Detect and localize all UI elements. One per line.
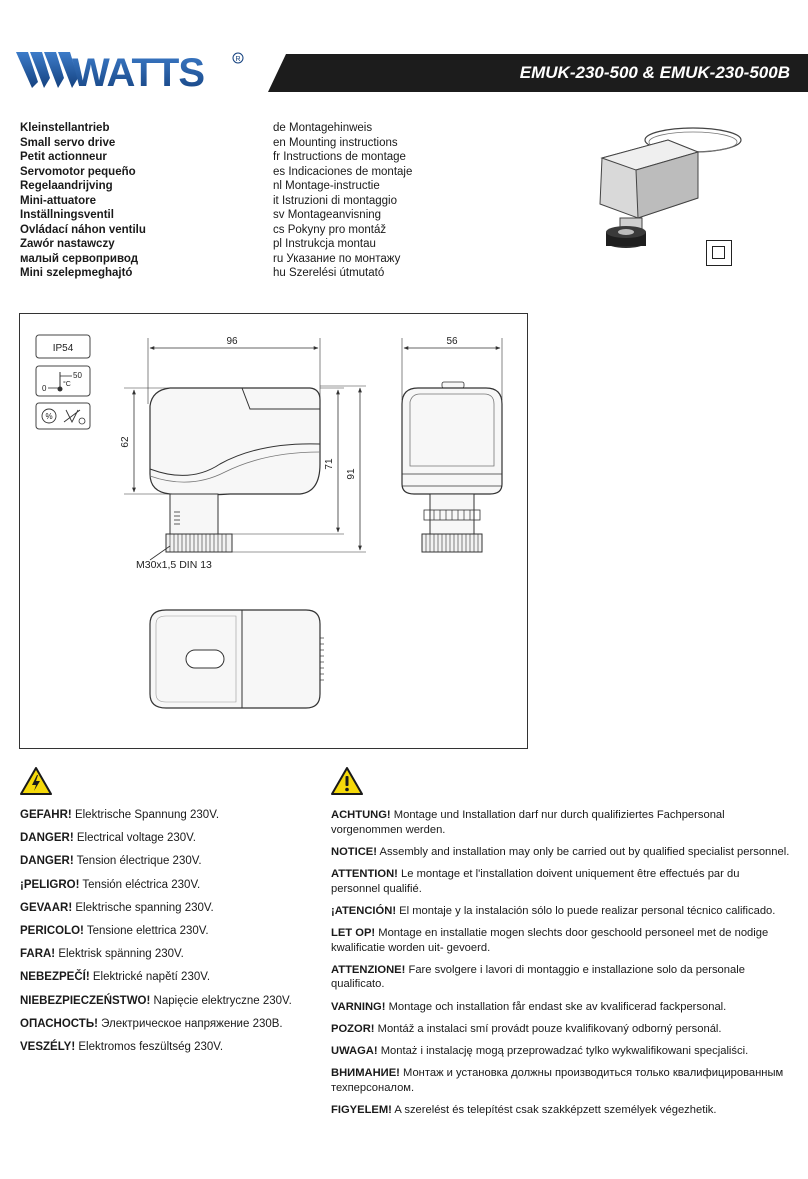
notice-label: NOTICE! [331, 845, 377, 858]
notice-item [331, 1022, 791, 1037]
front-view-drawing [402, 382, 502, 552]
warning-text: Elektrisk spänning 230V. [55, 948, 184, 961]
notice-text: Assembly and installation may only be carried out by qualified specialist personnel. [377, 845, 790, 858]
instruction-language: pl Instrukcja montau [273, 238, 376, 250]
notice-text: El montaje y la instalación sólo lo puede realizar personal técnico calificado. [396, 904, 776, 917]
notice-text: Le montage et l'installation doivent uniquement être effectués par du personnel qualifié. [331, 867, 740, 895]
notice-label: ATTENZIONE! [331, 963, 406, 976]
warning-icon [331, 766, 363, 796]
warning-text: Электрическое напряжение 230В. [97, 1017, 283, 1030]
warning-text: Elektrische Spannung 230V. [71, 809, 220, 821]
instruction-language: fr Instructions de montage [273, 151, 406, 163]
warning-label: NIEBEZPIECZEŃSTWO! [20, 994, 151, 1007]
warning-item [20, 1017, 320, 1031]
top-view-drawing [150, 610, 324, 708]
warning-item [20, 854, 320, 868]
warning-label: DANGER! [20, 832, 74, 845]
actuator-product-image [588, 118, 758, 268]
class-ii-double-insulation-icon [706, 240, 732, 266]
warning-label: DANGER! [20, 855, 74, 868]
product-name: Small servo drive [20, 136, 116, 149]
warning-item [20, 878, 320, 892]
product-name: Zawór nastawczy [20, 238, 115, 250]
electrical-warning-list [20, 808, 320, 1063]
warning-text: Tensione elettrica 230V. [83, 924, 209, 937]
instruction-language: en Mounting instructions [273, 136, 398, 149]
svg-text:91: 91 [346, 468, 357, 480]
notice-label: ВНИМАНИЕ! [331, 1067, 400, 1080]
instruction-language: cs Pokyny pro montáž [273, 223, 387, 236]
watts-logo [16, 48, 248, 92]
product-name: Mini-attuatore [20, 194, 97, 207]
warning-text: Tension électrique 230V. [73, 855, 202, 868]
notice-item [331, 1103, 791, 1118]
warning-text: Electrical voltage 230V. [73, 832, 196, 845]
notice-item [331, 963, 791, 992]
notice-item [331, 1066, 791, 1095]
product-name: малый сервопривод [20, 252, 139, 265]
warning-label: PERICOLO! [20, 924, 84, 937]
notice-text: A szerelést és telepítést csak szakképzett személyek végezhetik. [391, 1103, 717, 1116]
warning-item [20, 924, 320, 938]
notice-text: Montage och installation får endast ske av kvalificerad fackpersonal. [385, 1000, 727, 1013]
svg-text:M30x1,5 DIN 13: M30x1,5 DIN 13 [136, 559, 212, 571]
product-name: Petit actionneur [20, 151, 107, 163]
notice-text: Монтаж и установка должны производиться только квалифицированным техперсоналом. [331, 1067, 784, 1094]
instruction-language: it Istruzioni di montaggio [273, 194, 398, 207]
electrical-hazard-icon [20, 766, 52, 796]
instruction-language: sv Montageanvisning [273, 209, 382, 221]
notice-label: FIGYELEM! [331, 1103, 392, 1116]
notice-label: ¡ATENCIÓN! [331, 904, 397, 917]
product-name: Mini szelepmeghajtó [20, 267, 133, 279]
notice-item [331, 867, 791, 896]
notice-label: ACHTUNG! [331, 809, 391, 821]
svg-text:62: 62 [120, 436, 131, 448]
warning-text: Elektrische spanning 230V. [72, 901, 214, 914]
product-name: Kleinstellantrieb [20, 122, 110, 134]
instruction-language-list [273, 121, 473, 281]
header-title-bar [268, 54, 808, 92]
instruction-language: es Indicaciones de montaje [273, 165, 413, 178]
temperature-range-icon [36, 366, 90, 396]
notice-label: LET OP! [331, 926, 376, 939]
svg-text:WATTS: WATTS [72, 51, 205, 92]
svg-text:°C: °C [63, 381, 71, 388]
instruction-language: hu Szerelési útmutató [273, 267, 385, 279]
warning-item [20, 994, 320, 1008]
svg-text:IP54: IP54 [52, 343, 74, 354]
warning-item [20, 808, 320, 822]
notice-item [331, 845, 791, 860]
warning-label: VESZÉLY! [20, 1040, 76, 1053]
warning-label: ¡PELIGRO! [20, 878, 80, 891]
notice-text: Montage en installatie mogen slechts door geschoold personeel met de nodige kwalificatie worden uit- gevoerd. [331, 926, 769, 954]
product-name: Servomotor pequeño [20, 165, 136, 178]
svg-text:%: % [45, 412, 53, 421]
notice-text: Fare svolgere i lavori di montaggio e installazione solo da personale qualificato. [331, 963, 745, 991]
instruction-language: nl Montage-instructie [273, 180, 380, 192]
svg-text:R: R [235, 56, 241, 63]
document-title: EMUK-230-500 & EMUK-230-500B [519, 63, 790, 82]
warning-text: Tensión eléctrica 230V. [79, 878, 201, 891]
warning-item [20, 901, 320, 915]
side-view-drawing [136, 388, 320, 571]
warning-label: GEVAAR! [20, 901, 73, 914]
instruction-language: de Montagehinweis [273, 122, 373, 134]
installation-notice-list [331, 808, 791, 1125]
svg-text:71: 71 [324, 458, 335, 470]
technical-drawing [19, 313, 528, 749]
warning-item [20, 947, 320, 961]
notice-label: VARNING! [331, 1000, 386, 1013]
warning-text: Elektromos feszültség 230V. [75, 1040, 224, 1053]
notice-text: Montáž a instalaci smí provádt pouze kvalifikovaný odborný personál. [374, 1022, 722, 1035]
product-name: Inställningsventil [20, 209, 114, 221]
notice-label: POZOR! [331, 1022, 375, 1035]
warning-label: ОПАСНОСТЬ! [20, 1017, 98, 1030]
svg-text:50: 50 [73, 371, 82, 380]
notice-label: UWAGA! [331, 1044, 378, 1057]
ip-rating-icon [36, 335, 90, 358]
notice-item [331, 1000, 791, 1015]
notice-item [331, 1044, 791, 1059]
warning-label: GEFAHR! [20, 809, 72, 821]
notice-item [331, 808, 791, 837]
warning-item [20, 831, 320, 845]
instruction-language: ru Указание по монтажу [273, 252, 401, 265]
warning-text: Napięcie elektryczne 230V. [150, 994, 292, 1007]
product-name-list [20, 121, 260, 281]
svg-text:56: 56 [446, 336, 458, 347]
humidity-icon [36, 403, 90, 429]
svg-text:96: 96 [226, 336, 238, 347]
product-name: Ovládací náhon ventilu [20, 223, 146, 236]
notice-label: ATTENTION! [331, 867, 398, 880]
notice-item [331, 904, 791, 919]
notice-item [331, 926, 791, 955]
warning-item [20, 1040, 320, 1054]
svg-text:0: 0 [42, 384, 47, 393]
warning-label: NEBEZPEČÍ! [20, 971, 90, 984]
warning-text: Elektrické napětí 230V. [89, 971, 211, 984]
notice-text: Montaż i instalację mogą przeprowadzać tylko wykwalifikowani specjaliści. [377, 1044, 749, 1057]
notice-text: Montage und Installation darf nur durch qualifiziertes Fachpersonal vorgenommen werden. [331, 809, 725, 836]
product-name: Regelaandrijving [20, 180, 113, 192]
warning-label: FARA! [20, 948, 56, 961]
warning-item [20, 970, 320, 984]
